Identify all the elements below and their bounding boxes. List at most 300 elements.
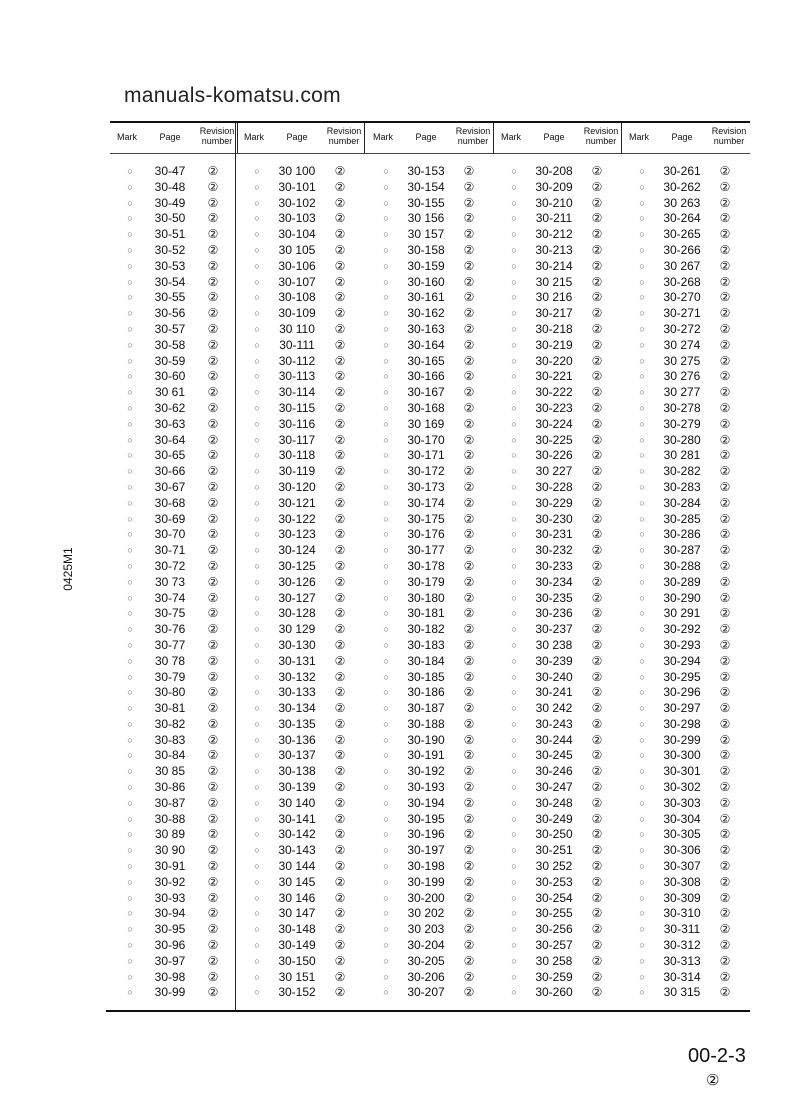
header-page: Page xyxy=(671,132,693,142)
table-row xyxy=(110,464,238,480)
mark: ○ xyxy=(127,908,133,919)
revision-number: ② xyxy=(591,290,603,305)
mark: ○ xyxy=(383,908,389,919)
mark: ○ xyxy=(511,861,517,872)
table-row xyxy=(237,622,365,638)
page: 30 156 xyxy=(407,211,445,226)
mark: ○ xyxy=(511,244,517,255)
mark: ○ xyxy=(254,608,260,619)
page: 30-266 xyxy=(663,242,701,257)
table-row xyxy=(366,196,494,212)
column-group xyxy=(237,123,365,1000)
page: 30-260 xyxy=(535,985,573,1000)
revision-number: ② xyxy=(207,606,219,621)
mark: ○ xyxy=(127,450,133,461)
revision-number: ② xyxy=(207,290,219,305)
revision-number: ② xyxy=(334,922,346,937)
revision-number: ② xyxy=(334,227,346,242)
revision-number: ② xyxy=(463,969,475,984)
revision-number: ② xyxy=(334,811,346,826)
revision-number: ② xyxy=(207,558,219,573)
revision-number: ② xyxy=(207,590,219,605)
table-row xyxy=(237,338,365,354)
mark: ○ xyxy=(639,323,645,334)
table-row xyxy=(237,970,365,986)
revision-number: ② xyxy=(207,321,219,336)
table-row xyxy=(622,275,750,291)
page: 30-265 xyxy=(663,227,701,242)
page: 30-98 xyxy=(154,969,186,984)
table-row xyxy=(366,543,494,559)
page: 30-295 xyxy=(663,669,701,684)
mark: ○ xyxy=(511,829,517,840)
table-row xyxy=(366,227,494,243)
revision-number: ② xyxy=(334,716,346,731)
mark: ○ xyxy=(511,955,517,966)
mark: ○ xyxy=(254,750,260,761)
table-row xyxy=(494,859,622,875)
page: 30-302 xyxy=(663,780,701,795)
table-row xyxy=(366,480,494,496)
revision-number: ② xyxy=(207,495,219,510)
page: 30-301 xyxy=(663,764,701,779)
revision-number: ② xyxy=(334,574,346,589)
revision-number: ② xyxy=(719,969,731,984)
header-page: Page xyxy=(286,132,308,142)
header-mark: Mark xyxy=(629,132,649,142)
revision-number: ② xyxy=(334,606,346,621)
table-row xyxy=(110,780,238,796)
page: 30-137 xyxy=(278,748,316,763)
revision-number: ② xyxy=(334,953,346,968)
revision-number: ② xyxy=(591,637,603,652)
revision-number: ② xyxy=(334,242,346,257)
table-row xyxy=(622,433,750,449)
revision-number: ② xyxy=(334,748,346,763)
page: 30-81 xyxy=(154,701,186,716)
mark: ○ xyxy=(639,782,645,793)
table-row xyxy=(110,701,238,717)
page: 30-118 xyxy=(278,448,316,463)
table-row xyxy=(366,954,494,970)
mark: ○ xyxy=(127,750,133,761)
table-row xyxy=(622,290,750,306)
mark: ○ xyxy=(254,560,260,571)
mark: ○ xyxy=(511,845,517,856)
revision-number: ② xyxy=(463,495,475,510)
mark: ○ xyxy=(254,402,260,413)
mark: ○ xyxy=(639,813,645,824)
mark: ○ xyxy=(127,276,133,287)
page: 30-272 xyxy=(663,321,701,336)
revision-number: ② xyxy=(334,701,346,716)
table-row xyxy=(110,543,238,559)
revision-number: ② xyxy=(719,179,731,194)
mark: ○ xyxy=(254,718,260,729)
page: 30-65 xyxy=(154,448,186,463)
page: 30-94 xyxy=(154,906,186,921)
column-header xyxy=(494,123,622,153)
page: 30-308 xyxy=(663,874,701,889)
table-row xyxy=(237,306,365,322)
header-mark: Mark xyxy=(117,132,137,142)
revision-number: ② xyxy=(334,369,346,384)
mark: ○ xyxy=(127,418,133,429)
table-row xyxy=(622,638,750,654)
mark: ○ xyxy=(639,529,645,540)
revision-number: ② xyxy=(334,479,346,494)
table-row xyxy=(110,591,238,607)
page: 30-312 xyxy=(663,938,701,953)
revision-number: ② xyxy=(207,432,219,447)
mark: ○ xyxy=(383,308,389,319)
mark: ○ xyxy=(511,924,517,935)
revision-number: ② xyxy=(719,337,731,352)
page: 30-62 xyxy=(154,400,186,415)
revision-number: ② xyxy=(463,385,475,400)
table-row xyxy=(237,796,365,812)
table-row xyxy=(366,559,494,575)
mark: ○ xyxy=(639,940,645,951)
page: 30-196 xyxy=(407,827,445,842)
page: 30-194 xyxy=(407,795,445,810)
page: 30-154 xyxy=(407,179,445,194)
table-row xyxy=(110,227,238,243)
page: 30-237 xyxy=(535,622,573,637)
mark: ○ xyxy=(127,718,133,729)
mark: ○ xyxy=(127,481,133,492)
page: 30-174 xyxy=(407,495,445,510)
revision-number: ② xyxy=(207,906,219,921)
revision-number: ② xyxy=(463,732,475,747)
page: 30-290 xyxy=(663,590,701,605)
revision-number: ② xyxy=(591,653,603,668)
mark: ○ xyxy=(127,323,133,334)
header-revision: Revision number xyxy=(711,126,747,146)
revision-number: ② xyxy=(463,558,475,573)
mark: ○ xyxy=(511,718,517,729)
revision-number: ② xyxy=(334,622,346,637)
table-row xyxy=(366,512,494,528)
mark: ○ xyxy=(511,323,517,334)
header-page: Page xyxy=(543,132,565,142)
mark: ○ xyxy=(639,371,645,382)
revision-number: ② xyxy=(207,953,219,968)
mark: ○ xyxy=(383,197,389,208)
table-row xyxy=(366,369,494,385)
mark: ○ xyxy=(254,845,260,856)
page: 30-229 xyxy=(535,495,573,510)
revision-number: ② xyxy=(334,306,346,321)
mark: ○ xyxy=(127,829,133,840)
revision-number: ② xyxy=(463,843,475,858)
table-row xyxy=(110,306,238,322)
revision-number: ② xyxy=(463,637,475,652)
page: 30-191 xyxy=(407,748,445,763)
mark: ○ xyxy=(511,655,517,666)
page: 30-299 xyxy=(663,732,701,747)
table-row xyxy=(494,227,622,243)
table-row xyxy=(622,938,750,954)
revision-number: ② xyxy=(207,622,219,637)
page: 30-175 xyxy=(407,511,445,526)
revision-number: ② xyxy=(334,385,346,400)
revision-number: ② xyxy=(719,479,731,494)
table-row xyxy=(237,780,365,796)
revision-number: ② xyxy=(207,874,219,889)
page: 30-109 xyxy=(278,306,316,321)
table-row xyxy=(622,338,750,354)
table-row xyxy=(622,543,750,559)
table-row xyxy=(494,433,622,449)
table-row xyxy=(237,891,365,907)
revision-number: ② xyxy=(207,416,219,431)
page: 30-107 xyxy=(278,274,316,289)
table-row xyxy=(494,670,622,686)
table-row xyxy=(237,417,365,433)
revision-number: ② xyxy=(591,416,603,431)
revision-number: ② xyxy=(463,274,475,289)
page: 30-190 xyxy=(407,732,445,747)
revision-number: ② xyxy=(591,495,603,510)
revision-number: ② xyxy=(591,527,603,542)
table-row xyxy=(366,780,494,796)
table-row xyxy=(622,591,750,607)
table-row xyxy=(366,685,494,701)
table-row xyxy=(366,654,494,670)
table-row xyxy=(110,433,238,449)
mark: ○ xyxy=(127,387,133,398)
header-revision: Revision number xyxy=(455,126,491,146)
mark: ○ xyxy=(639,655,645,666)
page: 30-67 xyxy=(154,479,186,494)
table-row xyxy=(622,448,750,464)
mark: ○ xyxy=(511,339,517,350)
revision-number: ② xyxy=(207,669,219,684)
table-row xyxy=(110,985,238,1001)
revision-number: ② xyxy=(591,432,603,447)
page: 30-117 xyxy=(278,432,316,447)
mark: ○ xyxy=(254,876,260,887)
page: 30-95 xyxy=(154,922,186,937)
mark: ○ xyxy=(127,592,133,603)
table-row xyxy=(366,701,494,717)
mark: ○ xyxy=(383,797,389,808)
page: 30-82 xyxy=(154,716,186,731)
table-row xyxy=(237,290,365,306)
page: 30-199 xyxy=(407,874,445,889)
page: 30-236 xyxy=(535,606,573,621)
column-group xyxy=(494,123,622,1000)
revision-number: ② xyxy=(463,353,475,368)
page: 30-262 xyxy=(663,179,701,194)
mark: ○ xyxy=(383,402,389,413)
revision-number: ② xyxy=(591,843,603,858)
mark: ○ xyxy=(383,971,389,982)
revision-number: ② xyxy=(463,953,475,968)
revision-number: ② xyxy=(719,669,731,684)
mark: ○ xyxy=(639,418,645,429)
page: 30 110 xyxy=(279,321,315,336)
revision-number: ② xyxy=(463,890,475,905)
table-row xyxy=(494,954,622,970)
table-row xyxy=(494,275,622,291)
page: 30-63 xyxy=(154,416,186,431)
revision-number: ② xyxy=(463,827,475,842)
page: 30-79 xyxy=(154,669,186,684)
page: 30-296 xyxy=(663,685,701,700)
revision-number: ② xyxy=(207,385,219,400)
table-row xyxy=(110,401,238,417)
table-row xyxy=(237,527,365,543)
mark: ○ xyxy=(511,166,517,176)
table-row xyxy=(622,985,750,1001)
mark: ○ xyxy=(383,608,389,619)
revision-number: ② xyxy=(591,859,603,874)
page: 30-231 xyxy=(535,527,573,542)
revision-number: ② xyxy=(463,543,475,558)
revision-number: ② xyxy=(463,179,475,194)
mark: ○ xyxy=(511,402,517,413)
revision-number: ② xyxy=(334,511,346,526)
mark: ○ xyxy=(383,181,389,192)
table-row xyxy=(622,654,750,670)
revision-number: ② xyxy=(591,780,603,795)
page: 30 100 xyxy=(278,164,316,178)
mark: ○ xyxy=(639,608,645,619)
mark: ○ xyxy=(511,671,517,682)
page: 30-60 xyxy=(154,369,186,384)
page: 30-106 xyxy=(278,258,316,273)
revision-number: ② xyxy=(719,748,731,763)
page: 30-136 xyxy=(278,732,316,747)
mark: ○ xyxy=(383,387,389,398)
table-row xyxy=(622,512,750,528)
table-row xyxy=(366,259,494,275)
revision-number: ② xyxy=(207,637,219,652)
mark: ○ xyxy=(127,940,133,951)
table-row xyxy=(366,843,494,859)
revision-number: ② xyxy=(334,321,346,336)
mark: ○ xyxy=(254,861,260,872)
revision-number: ② xyxy=(463,764,475,779)
table-row xyxy=(494,464,622,480)
page: 30-219 xyxy=(535,337,573,352)
table-row xyxy=(622,575,750,591)
table-row xyxy=(366,464,494,480)
table-row xyxy=(494,338,622,354)
page: 30-195 xyxy=(407,811,445,826)
table-row xyxy=(366,290,494,306)
page: 30-228 xyxy=(535,479,573,494)
revision-number: ② xyxy=(207,211,219,226)
revision-number: ② xyxy=(334,416,346,431)
table-row xyxy=(237,543,365,559)
table-row xyxy=(110,211,238,227)
table-row xyxy=(110,559,238,575)
revision-number: ② xyxy=(463,938,475,953)
revision-number: ② xyxy=(463,448,475,463)
page: 30-197 xyxy=(407,843,445,858)
page: 30-70 xyxy=(154,527,186,542)
mark: ○ xyxy=(127,639,133,650)
revision-number: ② xyxy=(719,859,731,874)
table-row xyxy=(366,164,494,180)
table-row xyxy=(237,748,365,764)
revision-number: ② xyxy=(719,922,731,937)
table-row xyxy=(237,670,365,686)
revision-number: ② xyxy=(591,211,603,226)
revision-number: ② xyxy=(719,764,731,779)
revision-number: ② xyxy=(334,195,346,210)
revision-number: ② xyxy=(334,464,346,479)
table-row xyxy=(494,164,622,180)
mark: ○ xyxy=(127,466,133,477)
table-row xyxy=(110,243,238,259)
mark: ○ xyxy=(254,987,260,998)
column-header xyxy=(366,123,494,153)
page: 30-250 xyxy=(535,827,573,842)
revision-number: ② xyxy=(591,448,603,463)
page: 30 147 xyxy=(278,906,316,921)
mark: ○ xyxy=(511,892,517,903)
mark: ○ xyxy=(511,639,517,650)
table-row xyxy=(494,559,622,575)
table-row xyxy=(237,906,365,922)
page: 30-232 xyxy=(535,543,573,558)
revision-number: ② xyxy=(207,543,219,558)
table-row xyxy=(366,433,494,449)
revision-number: ② xyxy=(719,448,731,463)
table-row xyxy=(366,417,494,433)
table-row xyxy=(237,243,365,259)
table-row xyxy=(110,654,238,670)
revision-number: ② xyxy=(207,732,219,747)
page: 30 274 xyxy=(663,337,701,352)
revision-number: ② xyxy=(334,653,346,668)
page: 30-48 xyxy=(154,179,186,194)
mark: ○ xyxy=(254,639,260,650)
mark: ○ xyxy=(254,244,260,255)
page: 30-92 xyxy=(154,874,186,889)
revision-number: ② xyxy=(207,811,219,826)
page-number: 00-2-3 xyxy=(688,1045,746,1067)
page: 30-172 xyxy=(407,464,445,479)
mark: ○ xyxy=(383,955,389,966)
page: 30-282 xyxy=(663,464,701,479)
page: 30-186 xyxy=(407,685,445,700)
page: 30-125 xyxy=(278,558,316,573)
page: 30-292 xyxy=(663,622,701,637)
table-row xyxy=(110,527,238,543)
revision-number: ② xyxy=(463,780,475,795)
mark: ○ xyxy=(511,371,517,382)
revision-number: ② xyxy=(591,953,603,968)
mark: ○ xyxy=(511,434,517,445)
revision-number: ② xyxy=(591,969,603,984)
page: 30 216 xyxy=(535,290,573,305)
table-row xyxy=(494,922,622,938)
revision-number: ② xyxy=(463,685,475,700)
page: 30-116 xyxy=(278,416,316,431)
mark: ○ xyxy=(254,971,260,982)
mark: ○ xyxy=(511,355,517,366)
page: 30-287 xyxy=(663,543,701,558)
page: 30-220 xyxy=(535,353,573,368)
page: 30-309 xyxy=(663,890,701,905)
mark: ○ xyxy=(127,797,133,808)
page: 30-183 xyxy=(407,637,445,652)
